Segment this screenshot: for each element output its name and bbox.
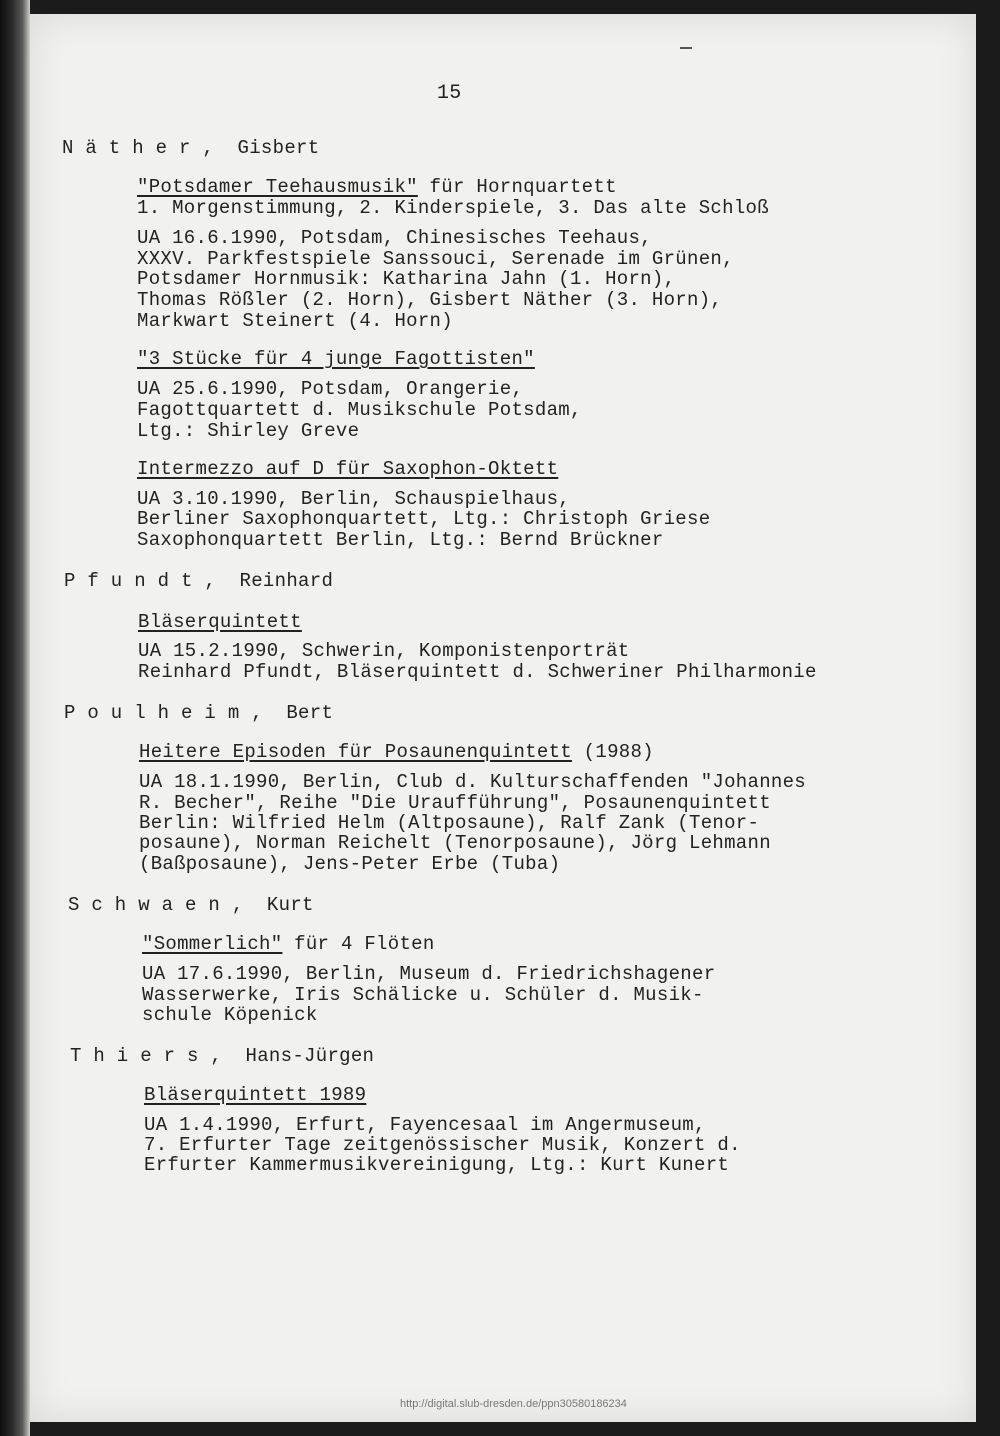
- premiere-line: UA 16.6.1990, Potsdam, Chinesisches Teehaus,: [137, 227, 652, 249]
- premiere-line: UA 17.6.1990, Berlin, Museum d. Friedrichshagener: [142, 963, 716, 985]
- page-number: 15: [437, 82, 462, 105]
- work-title: Intermezzo auf D für Saxophon-Oktett: [137, 458, 559, 480]
- composer-heading-thiers: T h i e r s , Hans-Jürgen: [70, 1045, 375, 1067]
- work-title-line: [137, 176, 617, 198]
- source-url-footer: http://digital.slub-dresden.de/ppn30580186234: [400, 1398, 627, 1410]
- work-title-line: [144, 1084, 366, 1106]
- premiere-line: UA 25.6.1990, Potsdam, Orangerie,: [137, 378, 524, 400]
- premiere-line: (Baßposaune), Jens-Peter Erbe (Tuba): [139, 853, 561, 875]
- book-spine-edge: [0, 0, 30, 1436]
- work-title-rest: (1988): [571, 741, 654, 763]
- work-title-line: [142, 933, 435, 955]
- premiere-line: Saxophonquartett Berlin, Ltg.: Bernd Brückner: [137, 529, 664, 551]
- work-title: "Sommerlich": [142, 933, 283, 955]
- composer-heading-poulheim: P o u l h e i m , Bert: [64, 702, 334, 724]
- premiere-line: UA 3.10.1990, Berlin, Schauspielhaus,: [137, 488, 570, 510]
- work-title-line: [139, 741, 654, 763]
- work-title-line: [138, 611, 302, 633]
- work-title: Heitere Episoden für Posaunenquintett: [139, 741, 572, 763]
- premiere-line: Thomas Rößler (2. Horn), Gisbert Näther (3. Horn),: [137, 289, 723, 311]
- premiere-line: R. Becher", Reihe "Die Uraufführung", Posaunenquintett: [139, 792, 771, 814]
- work-title: Bläserquintett: [138, 611, 302, 633]
- premiere-line: Markwart Steinert (4. Horn): [137, 310, 453, 332]
- premiere-line: Berlin: Wilfried Helm (Altposaune), Ralf Zank (Tenor-: [139, 812, 760, 834]
- work-title: "3 Stücke für 4 junge Fagottisten": [137, 348, 535, 370]
- premiere-line: Fagottquartett d. Musikschule Potsdam,: [137, 399, 582, 421]
- premiere-line: Potsdamer Hornmusik: Katharina Jahn (1. Horn),: [137, 268, 676, 290]
- premiere-line: UA 18.1.1990, Berlin, Club d. Kulturschaffenden "Johannes: [139, 771, 807, 793]
- premiere-line: Wasserwerke, Iris Schälicke u. Schüler d. Musik-: [142, 984, 704, 1006]
- composer-heading-schwaen: S c h w a e n , Kurt: [68, 894, 314, 916]
- premiere-line: Berliner Saxophonquartett, Ltg.: Christoph Griese: [137, 508, 711, 530]
- work-title-rest: für 4 Flöten: [282, 933, 435, 955]
- premiere-line: UA 15.2.1990, Schwerin, Komponistenporträt: [138, 640, 630, 662]
- premiere-line: 7. Erfurter Tage zeitgenössischer Musik, Konzert d.: [144, 1134, 741, 1156]
- premiere-line: Erfurter Kammermusikvereinigung, Ltg.: Kurt Kunert: [144, 1154, 730, 1176]
- work-title: Bläserquintett 1989: [144, 1084, 367, 1106]
- scan-mark: [680, 47, 692, 49]
- composer-heading-pfundt: P f u n d t , Reinhard: [64, 570, 334, 592]
- premiere-line: Ltg.: Shirley Greve: [137, 420, 360, 442]
- premiere-line: Reinhard Pfundt, Bläserquintett d. Schweriner Philharmonie: [138, 661, 817, 683]
- premiere-line: UA 1.4.1990, Erfurt, Fayencesaal im Angermuseum,: [144, 1114, 706, 1136]
- premiere-line: posaune), Norman Reichelt (Tenorposaune), Jörg Lehmann: [139, 832, 771, 854]
- work-movements: 1. Morgenstimmung, 2. Kinderspiele, 3. Das alte Schloß: [137, 197, 769, 219]
- work-title-rest: für Hornquartett: [417, 176, 617, 198]
- composer-heading-naether: N ä t h e r , Gisbert: [62, 137, 320, 159]
- work-title-line: [137, 348, 535, 370]
- premiere-line: schule Köpenick: [142, 1004, 318, 1026]
- work-title: "Potsdamer Teehausmusik": [137, 176, 418, 198]
- work-title-line: [137, 458, 558, 480]
- premiere-line: XXXV. Parkfestspiele Sanssouci, Serenade im Grünen,: [137, 248, 734, 270]
